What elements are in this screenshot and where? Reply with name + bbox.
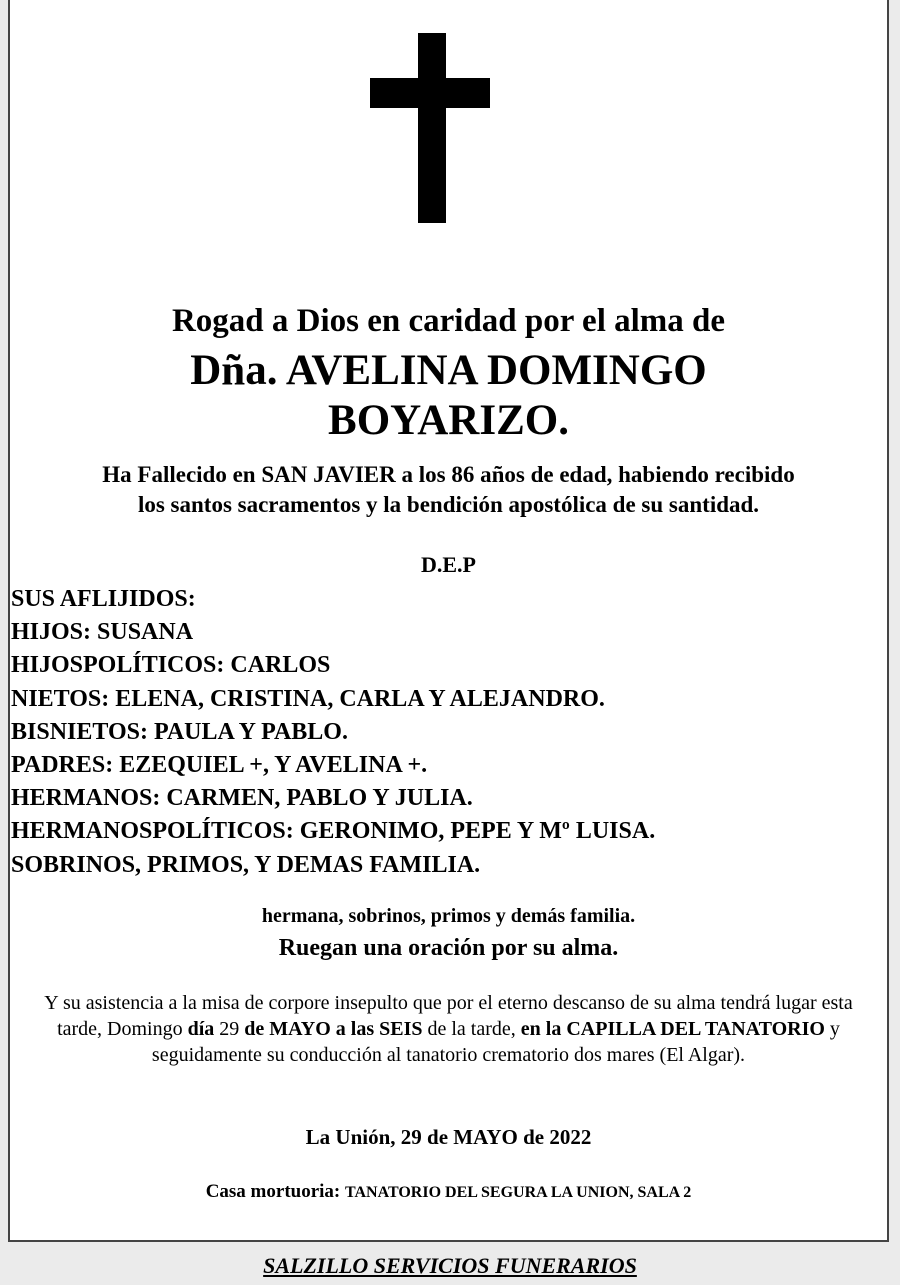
family-line: HERMANOS: CARMEN, PABLO Y JULIA. [11,785,473,812]
family-line: SUS AFLIJIDOS: [11,586,196,612]
mass-details: Y su asistencia a la misa de corpore insepulto que por el eterno descanso de su alma tendrá lugar esta tarde, Domingo día 29 de MAYO a las SEIS de la tarde, en la CAPILLA DEL TANATORIO y seguidamente su conducción al tanatorio crematorio dos mares (El Algar). [44,992,853,1066]
family-line: NIETOS: ELENA, CRISTINA, CARLA Y ALEJANDRO. [11,685,605,712]
family-line: HERMANOSPOLÍTICOS: GERONIMO, PEPE Y Mº LUISA. [11,818,656,845]
place-date: La Unión, 29 de MAYO de 2022 [305,1125,592,1149]
family-line: BISNIETOS: PAULA Y PABLO. [11,718,348,745]
dep-label: D.E.P [421,552,476,577]
family-line: HIJOS: SUSANA [11,619,194,646]
family-list [11,583,655,882]
funeral-home: Casa mortuoria: TANATORIO DEL SEGURA LA UNION, SALA 2 [205,1181,692,1202]
death-statement: Ha Fallecido en SAN JAVIER a los 86 años de edad, habiendo recibido los santos sacramentos y la bendición apostólica de su santidad. [102,462,795,517]
family-line: SOBRINOS, PRIMOS, Y DEMAS FAMILIA. [11,851,481,878]
obituary-card [8,0,889,1242]
prayer-heading: Rogad a Dios en caridad por el alma de [171,303,726,339]
prayer-request: Ruegan una oración por su alma. [278,935,619,961]
funeral-service-footer: SALZILLO SERVICIOS FUNERARIOS [263,1253,637,1278]
family-line: PADRES: EZEQUIEL +, Y AVELINA +. [11,752,428,779]
family-summary: hermana, sobrinos, primos y demás familia. [261,905,636,927]
deceased-name: Dña. AVELINA DOMINGO BOYARIZO. [190,347,707,444]
family-line: HIJOSPOLÍTICOS: CARLOS [11,652,331,679]
